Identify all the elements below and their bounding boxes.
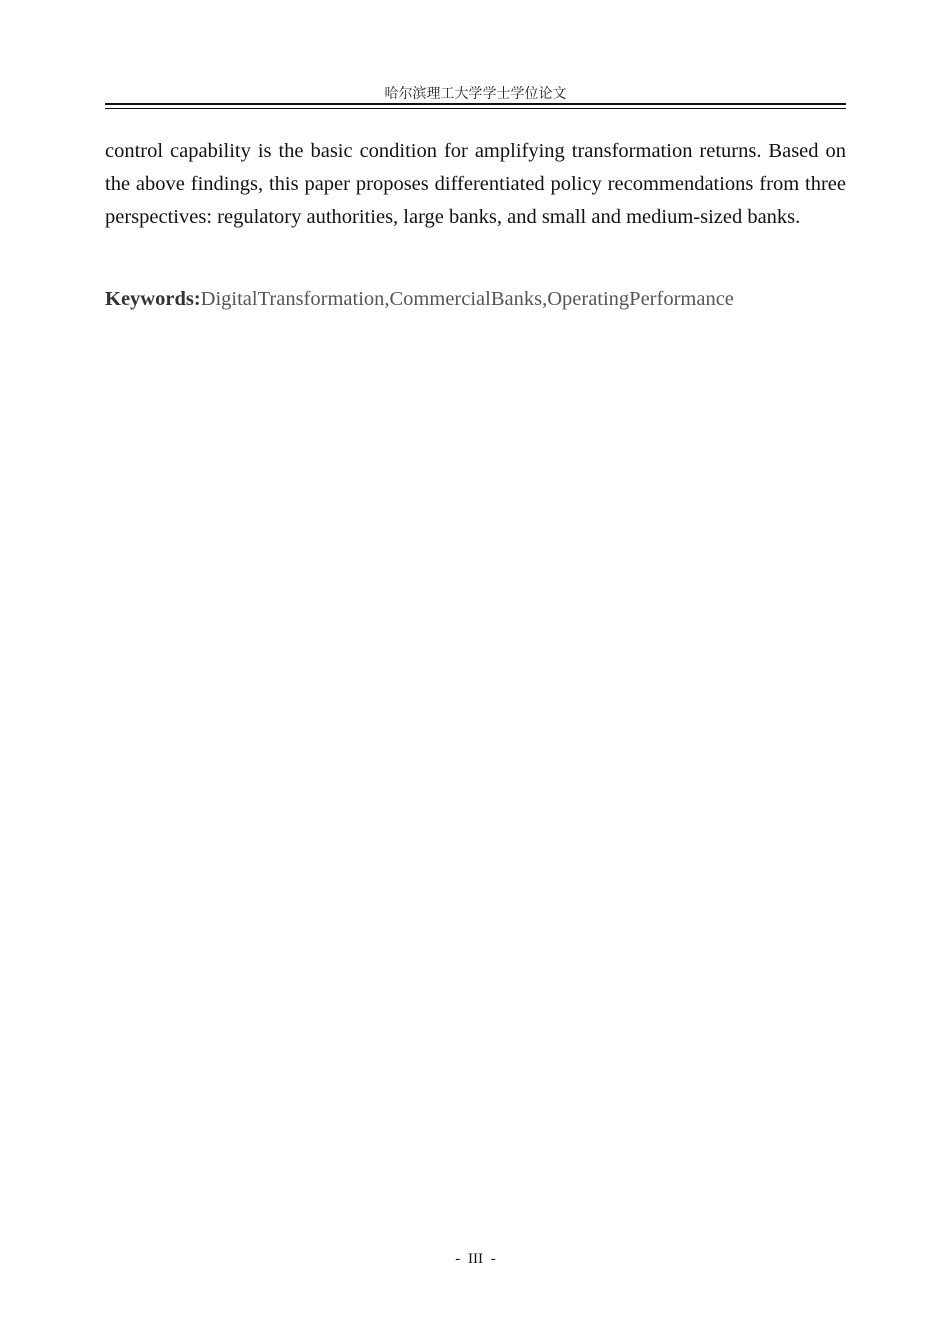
page-number: - III -: [455, 1251, 496, 1267]
keywords-value: DigitalTransformation,CommercialBanks,OperatingPerformance: [200, 288, 734, 310]
keywords-line: [105, 284, 846, 314]
abstract-paragraph: control capability is the basic condition for amplifying transformation returns. Based on the above findings, this paper proposes differentiated policy recommendations from three perspectives: regulatory authorities, large banks, and small and medium-sized banks.: [105, 140, 846, 228]
keywords-label: Keywords:: [105, 288, 201, 310]
running-header: 哈尔滨理工大学学士学位论文: [384, 86, 567, 102]
header-rule: [105, 103, 846, 109]
